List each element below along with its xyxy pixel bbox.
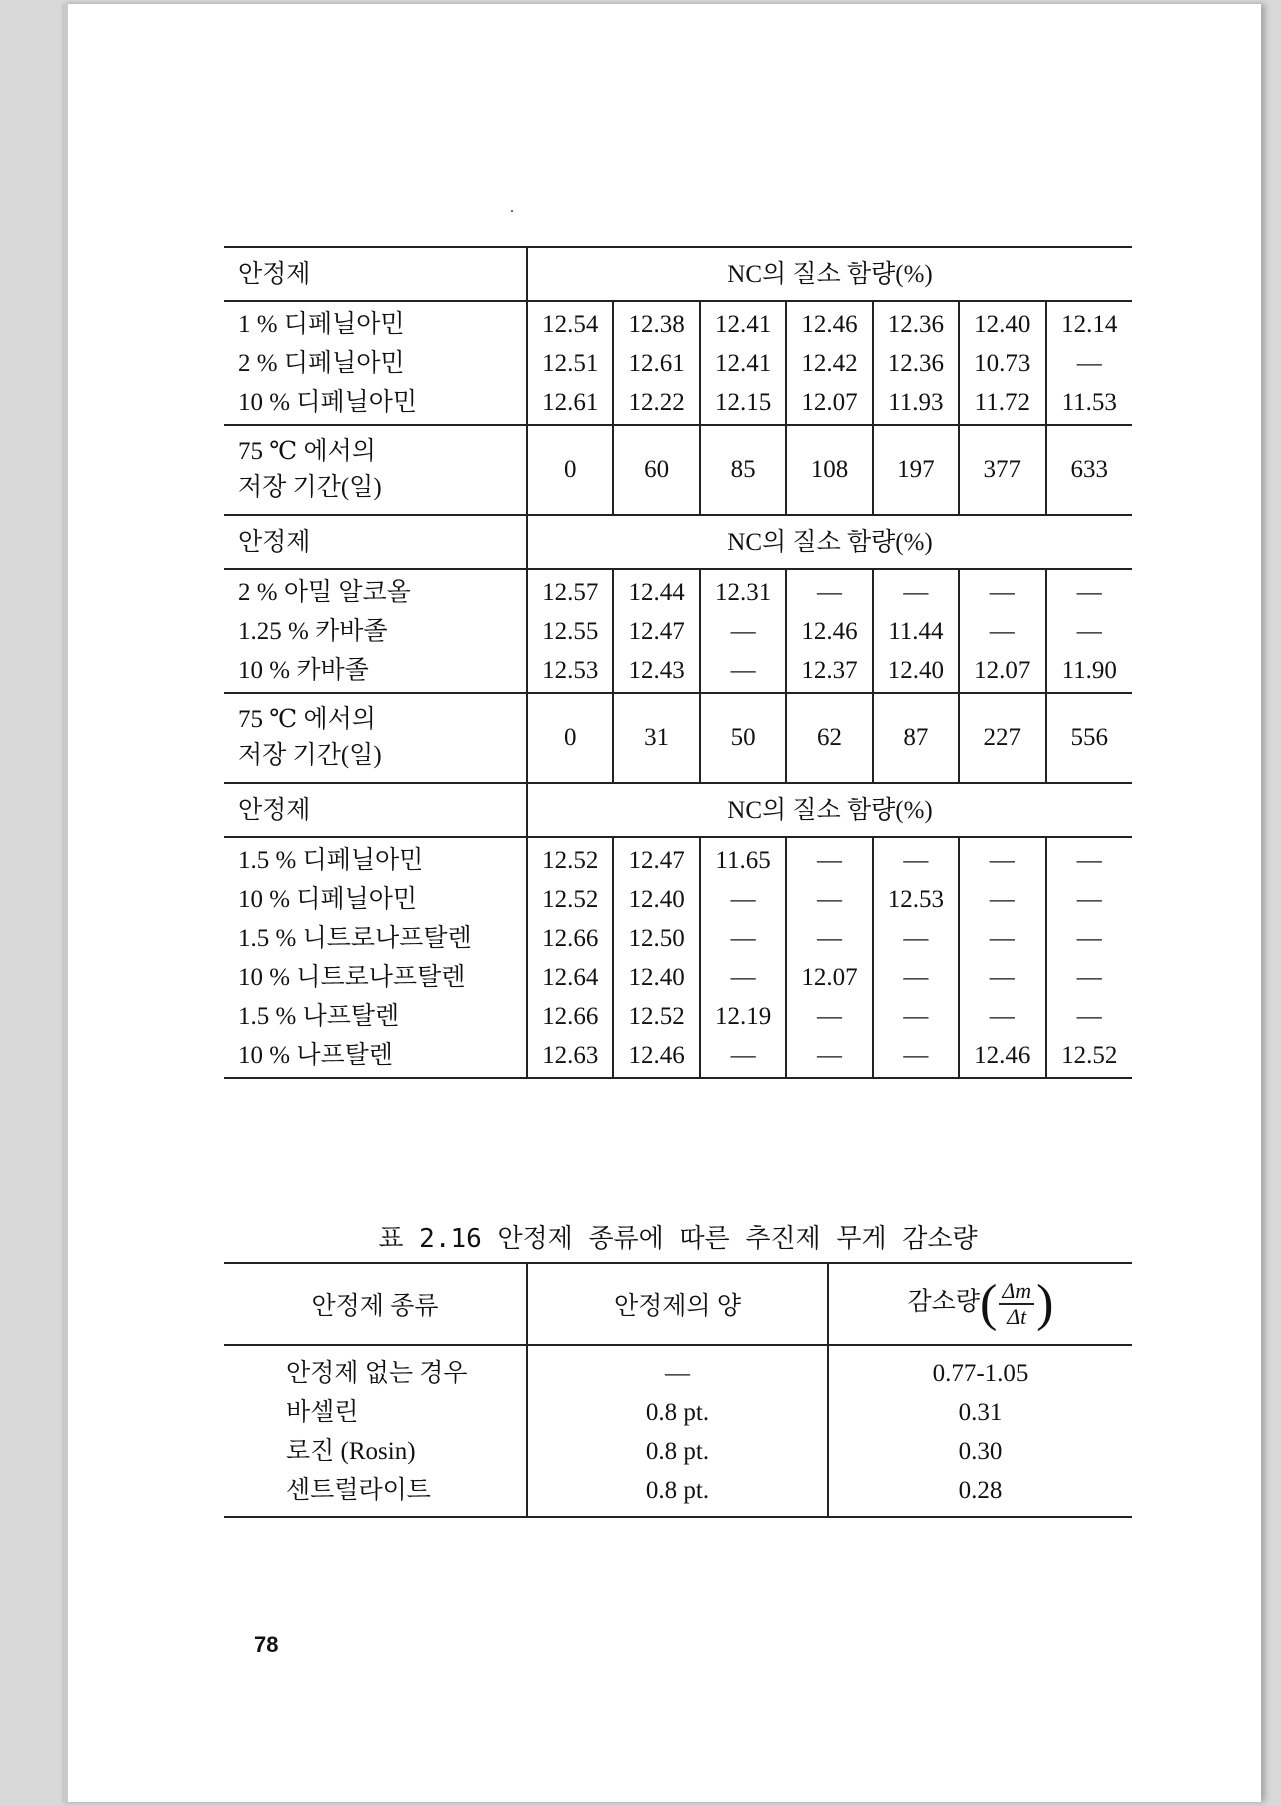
nitrogen-value: — xyxy=(700,919,786,958)
stabilizer-amount: 0.8 pt. xyxy=(527,1393,828,1432)
weight-loss: 0.30 xyxy=(828,1432,1132,1471)
storage-days: 87 xyxy=(873,693,959,783)
nitrogen-value: — xyxy=(700,651,786,693)
nitrogen-value: 12.40 xyxy=(613,958,699,997)
table-header-row xyxy=(224,1263,1132,1345)
nitrogen-value: — xyxy=(1046,880,1133,919)
weight-loss: 0.31 xyxy=(828,1393,1132,1432)
nitrogen-value: 11.72 xyxy=(959,383,1045,425)
nitrogen-value: 12.42 xyxy=(786,344,872,383)
stabilizer-amount: — xyxy=(527,1345,828,1393)
stabilizer-type: 센트럴라이트 xyxy=(224,1471,527,1517)
nitrogen-value: — xyxy=(959,997,1045,1036)
header-nitrogen-content: NC의 질소 함량(%) xyxy=(527,783,1132,837)
nitrogen-value: 12.66 xyxy=(527,997,613,1036)
nitrogen-value: — xyxy=(1046,919,1133,958)
nitrogen-value: 12.46 xyxy=(786,612,872,651)
storage-days: 60 xyxy=(613,425,699,515)
table-row xyxy=(224,958,1132,997)
nitrogen-value: 12.36 xyxy=(873,301,959,344)
stabilizer-name: 10 % 니트로나프탈렌 xyxy=(238,964,466,991)
stabilizer-type: 바셀린 xyxy=(286,1399,359,1426)
header-loss-label: 감소량 xyxy=(907,1288,980,1316)
nitrogen-value: 12.40 xyxy=(873,651,959,693)
nitrogen-value: 12.51 xyxy=(527,344,613,383)
stabilizer-name: 1.5 % 나프탈렌 xyxy=(238,1003,400,1030)
delta-fraction: ( $\frac{\Delta m}{\Delta t}$ ) xyxy=(979,1275,1054,1332)
storage-days: 31 xyxy=(613,693,699,783)
table-row xyxy=(224,919,1132,958)
nitrogen-value: 12.15 xyxy=(700,383,786,425)
weight-loss-table xyxy=(224,1262,1132,1518)
nitrogen-value: 12.44 xyxy=(613,569,699,612)
nitrogen-value: 12.64 xyxy=(527,958,613,997)
nitrogen-value: 12.52 xyxy=(527,880,613,919)
header-amount: 안정제의 양 xyxy=(527,1263,828,1345)
nitrogen-value: 12.31 xyxy=(700,569,786,612)
stabilizer-amount: 0.8 pt. xyxy=(527,1432,828,1471)
nitrogen-value: 12.07 xyxy=(959,651,1045,693)
storage-period-row xyxy=(224,693,1132,783)
nitrogen-value: — xyxy=(959,880,1045,919)
stabilizer-name: 1.5 % 디페닐아민 xyxy=(238,847,424,874)
stabilizer-amount: 0.8 pt. xyxy=(527,1471,828,1517)
nitrogen-value: 11.90 xyxy=(1046,651,1133,693)
nitrogen-value: 12.41 xyxy=(700,344,786,383)
table-row xyxy=(224,383,1132,425)
nitrogen-value: — xyxy=(1046,569,1133,612)
nitrogen-value: 11.93 xyxy=(873,383,959,425)
nitrogen-value: 12.53 xyxy=(873,880,959,919)
nitrogen-value: 12.43 xyxy=(613,651,699,693)
table-row xyxy=(224,301,1132,344)
table-row xyxy=(224,837,1132,880)
table-row xyxy=(224,1345,1132,1393)
storage-days: 0 xyxy=(527,425,613,515)
nitrogen-value: — xyxy=(1046,997,1133,1036)
nitrogen-value: — xyxy=(786,837,872,880)
nitrogen-value: 12.57 xyxy=(527,569,613,612)
nitrogen-value: — xyxy=(1046,958,1133,997)
storage-days: 633 xyxy=(1046,425,1133,515)
table-header-row xyxy=(224,783,1132,837)
table-row xyxy=(224,1432,1132,1471)
weight-loss: 0.28 xyxy=(828,1471,1132,1517)
nitrogen-value: 12.07 xyxy=(786,958,872,997)
nitrogen-content-table xyxy=(224,246,1132,1079)
nitrogen-value: — xyxy=(1046,612,1133,651)
nitrogen-value: 12.36 xyxy=(873,344,959,383)
nitrogen-value: 12.61 xyxy=(527,383,613,425)
nitrogen-value: — xyxy=(873,958,959,997)
nitrogen-value: 12.19 xyxy=(700,997,786,1036)
table-row xyxy=(224,1036,1132,1078)
nitrogen-value: 12.38 xyxy=(613,301,699,344)
nitrogen-value: 10.73 xyxy=(959,344,1045,383)
nitrogen-value: 12.40 xyxy=(613,880,699,919)
fraction-numerator: Δm xyxy=(999,1279,1034,1305)
storage-days: 50 xyxy=(700,693,786,783)
storage-days: 62 xyxy=(786,693,872,783)
stabilizer-name: 2 % 아밀 알코올 xyxy=(238,579,411,606)
header-stabilizer: 안정제 xyxy=(224,515,527,569)
storage-days: 227 xyxy=(959,693,1045,783)
table-row xyxy=(224,569,1132,612)
nitrogen-value: — xyxy=(959,612,1045,651)
header-nitrogen-content: NC의 질소 함량(%) xyxy=(527,247,1132,301)
storage-period-row xyxy=(224,425,1132,515)
nitrogen-value: 12.47 xyxy=(613,612,699,651)
storage-period-label-line1: 75 ℃ 에서의 xyxy=(238,438,376,465)
nitrogen-value: 12.22 xyxy=(613,383,699,425)
nitrogen-value: 11.65 xyxy=(700,837,786,880)
storage-days: 197 xyxy=(873,425,959,515)
stabilizer-type: 안정제 없는 경우 xyxy=(286,1360,468,1387)
nitrogen-value: — xyxy=(873,569,959,612)
storage-period-label xyxy=(224,693,527,783)
nitrogen-value: — xyxy=(873,837,959,880)
table-header-row xyxy=(224,515,1132,569)
table-caption: 표 2.16 안정제 종류에 따른 추진제 무게 감소량 xyxy=(378,1224,978,1254)
nitrogen-value: 12.52 xyxy=(613,997,699,1036)
nitrogen-value: 12.46 xyxy=(959,1036,1045,1078)
fraction-denominator: Δt xyxy=(1007,1304,1027,1329)
stabilizer-type: 로진 (Rosin) xyxy=(286,1438,416,1465)
nitrogen-value: — xyxy=(959,569,1045,612)
nitrogen-value: — xyxy=(959,837,1045,880)
nitrogen-value: — xyxy=(873,919,959,958)
nitrogen-value: — xyxy=(959,958,1045,997)
nitrogen-value: 12.40 xyxy=(959,301,1045,344)
stabilizer-name: 10 % 디페닐아민 xyxy=(224,383,527,425)
nitrogen-value: 12.37 xyxy=(786,651,872,693)
nitrogen-value: 11.44 xyxy=(873,612,959,651)
stabilizer-name: 10 % 카바졸 xyxy=(224,651,527,693)
nitrogen-value: 12.63 xyxy=(527,1036,613,1078)
table-row xyxy=(224,880,1132,919)
nitrogen-value: — xyxy=(786,880,872,919)
nitrogen-value: 12.54 xyxy=(527,301,613,344)
nitrogen-value: 12.14 xyxy=(1046,301,1133,344)
header-stabilizer: 안정제 xyxy=(224,247,527,301)
nitrogen-value: 12.46 xyxy=(613,1036,699,1078)
nitrogen-value: — xyxy=(700,612,786,651)
table-row xyxy=(224,1471,1132,1517)
nitrogen-value: — xyxy=(700,958,786,997)
nitrogen-value: — xyxy=(1046,837,1133,880)
table-row xyxy=(224,1393,1132,1432)
nitrogen-value: 12.52 xyxy=(1046,1036,1133,1078)
storage-period-label-line2: 저장 기간(일) xyxy=(238,474,382,501)
nitrogen-value: 12.55 xyxy=(527,612,613,651)
nitrogen-value: 12.07 xyxy=(786,383,872,425)
weight-loss: 0.77-1.05 xyxy=(828,1345,1132,1393)
nitrogen-value: 12.52 xyxy=(527,837,613,880)
nitrogen-value: — xyxy=(873,1036,959,1078)
speck xyxy=(511,210,513,212)
storage-period-label xyxy=(224,425,527,515)
stabilizer-name: 2 % 디페닐아민 xyxy=(238,350,405,377)
nitrogen-value: 12.47 xyxy=(613,837,699,880)
header-loss xyxy=(828,1263,1132,1345)
header-nitrogen-content: NC의 질소 함량(%) xyxy=(527,515,1132,569)
page-number: 78 xyxy=(254,1632,279,1657)
nitrogen-value: — xyxy=(1046,344,1133,383)
table-header-row xyxy=(224,247,1132,301)
storage-period-label-line2: 저장 기간(일) xyxy=(238,742,382,769)
storage-period-label-line1: 75 ℃ 에서의 xyxy=(238,706,376,733)
nitrogen-value: 12.41 xyxy=(700,301,786,344)
stabilizer-name: 1.5 % 니트로나프탈렌 xyxy=(238,925,472,952)
stabilizer-name: 1 % 디페닐아민 xyxy=(238,311,405,338)
storage-days: 556 xyxy=(1046,693,1133,783)
nitrogen-value: 12.50 xyxy=(613,919,699,958)
table-row xyxy=(224,344,1132,383)
nitrogen-value: — xyxy=(786,997,872,1036)
table-row xyxy=(224,997,1132,1036)
table-row xyxy=(224,651,1132,693)
nitrogen-value: — xyxy=(786,1036,872,1078)
stabilizer-name: 10 % 나프탈렌 xyxy=(224,1036,527,1078)
nitrogen-value: 12.61 xyxy=(613,344,699,383)
header-stabilizer: 안정제 xyxy=(224,783,527,837)
table-row xyxy=(224,612,1132,651)
storage-days: 85 xyxy=(700,425,786,515)
stabilizer-name: 1.25 % 카바졸 xyxy=(238,618,388,645)
nitrogen-value: 12.46 xyxy=(786,301,872,344)
nitrogen-value: 11.53 xyxy=(1046,383,1133,425)
nitrogen-value: — xyxy=(700,1036,786,1078)
storage-days: 377 xyxy=(959,425,1045,515)
nitrogen-value: — xyxy=(786,569,872,612)
nitrogen-value: 12.53 xyxy=(527,651,613,693)
header-type: 안정제 종류 xyxy=(224,1263,527,1345)
nitrogen-value: — xyxy=(959,919,1045,958)
storage-days: 0 xyxy=(527,693,613,783)
nitrogen-value: — xyxy=(873,997,959,1036)
nitrogen-value: — xyxy=(786,919,872,958)
nitrogen-value: 12.66 xyxy=(527,919,613,958)
nitrogen-value: — xyxy=(700,880,786,919)
storage-days: 108 xyxy=(786,425,872,515)
stabilizer-name: 10 % 디페닐아민 xyxy=(238,886,418,913)
